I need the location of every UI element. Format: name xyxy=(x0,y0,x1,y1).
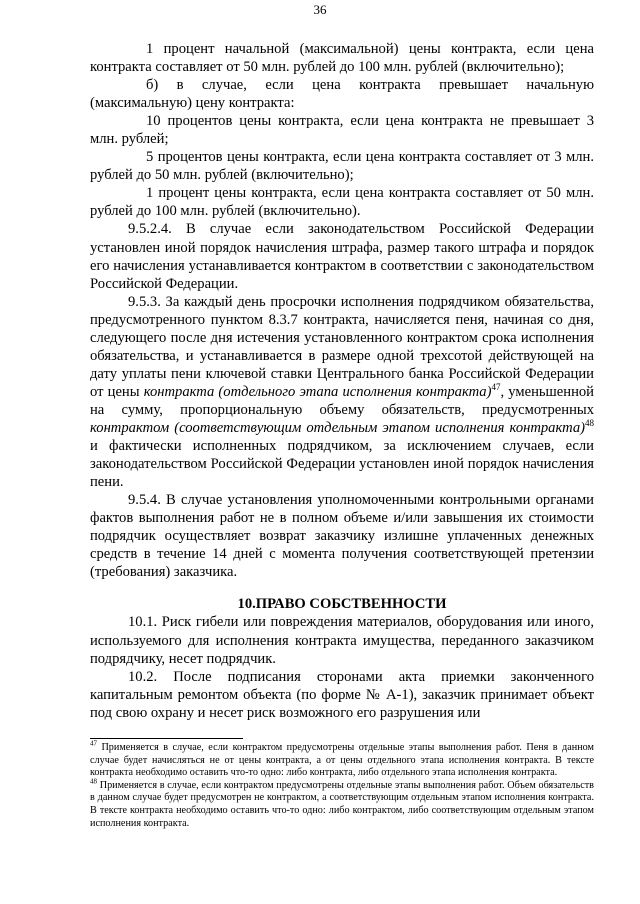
footnote-ref[interactable]: 48 xyxy=(585,418,594,429)
paragraph-9-5-3 xyxy=(90,293,594,492)
footnote-separator xyxy=(90,738,243,739)
paragraph-9-5-4: 9.5.4. В случае установления уполномоченными контрольными органами фактов выполнения работ не в полном объеме и/или завышения их стоимости подрядчик осуществляет возврат заказчику излишне уплаченных денежных средств в течение 14 дней с момента получения соответствующей претензии (требования) заказчика. xyxy=(90,492,594,581)
paragraph: 1 процент начальной (максимальной) цены контракта, если цена контракта составляет от 50 млн. рублей до 100 млн. рублей (включительно); xyxy=(90,41,594,76)
paragraph-text: 9.5.3. За каждый день просрочки исполнения подрядчиком обязательства, предусмотренного пунктом 8.3.7 контракта, начисляется пеня, начиная со дня, следующего после дня истечения установленного контрактом срока исполнения обязательства, и устанавливается в размере одной трехсотой действующей на дату уплаты пени ключевой ставки Центрального банка Российской Федерации от цены xyxy=(90,293,594,400)
footnote-text: Применяется в случае, если контрактом предусмотрены отдельные этапы выполнения работ. Объем обязательств в данном случае будет предусмотрен не контрактом, а соответствующим отдельным этапом исполнения контракта. В тексте контракта необходимо оставить что-то одно: либо контрактом, либо соответствующим отдельным этапом исполнения контракта. xyxy=(90,779,594,829)
document-body xyxy=(90,40,594,722)
page-number: 36 xyxy=(313,2,327,17)
paragraph: б) в случае, если цена контракта превышает начальную (максимальную) цену контракта: xyxy=(90,77,594,112)
footnote-number: 47 xyxy=(90,739,97,748)
paragraph-text: , уменьшенной на сумму, пропорциональную объему обязательств, предусмотренных xyxy=(90,383,594,418)
footnote-text: Применяется в случае, если контрактом предусмотрены отдельные этапы выполнения работ. Пеня в данном случае будет начисляться не от цены контракта, а от цены отдельного этапа исполнения контракта. В тексте контракта необходимо оставить что-то одно: либо контракта, либо отдельного этапа исполнения контракта. xyxy=(90,742,594,779)
paragraph: 10 процентов цены контракта, если цена контракта не превышает 3 млн. рублей; xyxy=(90,113,594,148)
paragraph-9-5-2-4: 9.5.2.4. В случае если законодательством Российской Федерации установлен иной порядок начисления штрафа, размер такого штрафа и порядок его начисления устанавливается контрактом в соответствии с законодательством Российской Федерации. xyxy=(90,221,594,292)
italic-text: контрактом (соответствующим отдельным этапом исполнения контракта) xyxy=(90,419,585,436)
footnote xyxy=(90,739,594,780)
italic-text: контракта (отдельного этапа исполнения контракта) xyxy=(143,383,492,400)
paragraph-10-2: 10.2. После подписания сторонами акта приемки законченного капитальным ремонтом объекта (по форме № А-1), заказчик принимает объект под свою охрану и несет риск возможного его разрушения или xyxy=(90,668,594,721)
section-heading: 10.ПРАВО СОБСТВЕННОСТИ xyxy=(237,596,447,613)
footnote xyxy=(90,777,594,830)
footnote-ref[interactable]: 47 xyxy=(491,382,501,393)
paragraph-text: и фактически исполненных подрядчиком, за исключением случаев, если законодательством Российской Федерации установлен иной порядок начисления пени. xyxy=(90,438,594,491)
paragraph: 1 процент цены контракта, если цена контракта составляет от 50 млн. рублей до 100 млн. рублей (включительно). xyxy=(90,185,594,220)
footnote-number: 48 xyxy=(90,777,97,786)
footnotes xyxy=(90,739,594,830)
paragraph-10-1: 10.1. Риск гибели или повреждения материалов, оборудования или иного, используемого для исполнения контракта имущества, переданного заказчиком подрядчику, несет подрядчик. xyxy=(90,614,594,667)
paragraph: 5 процентов цены контракта, если цена контракта составляет от 3 млн. рублей до 50 млн. рублей (включительно); xyxy=(90,149,594,184)
